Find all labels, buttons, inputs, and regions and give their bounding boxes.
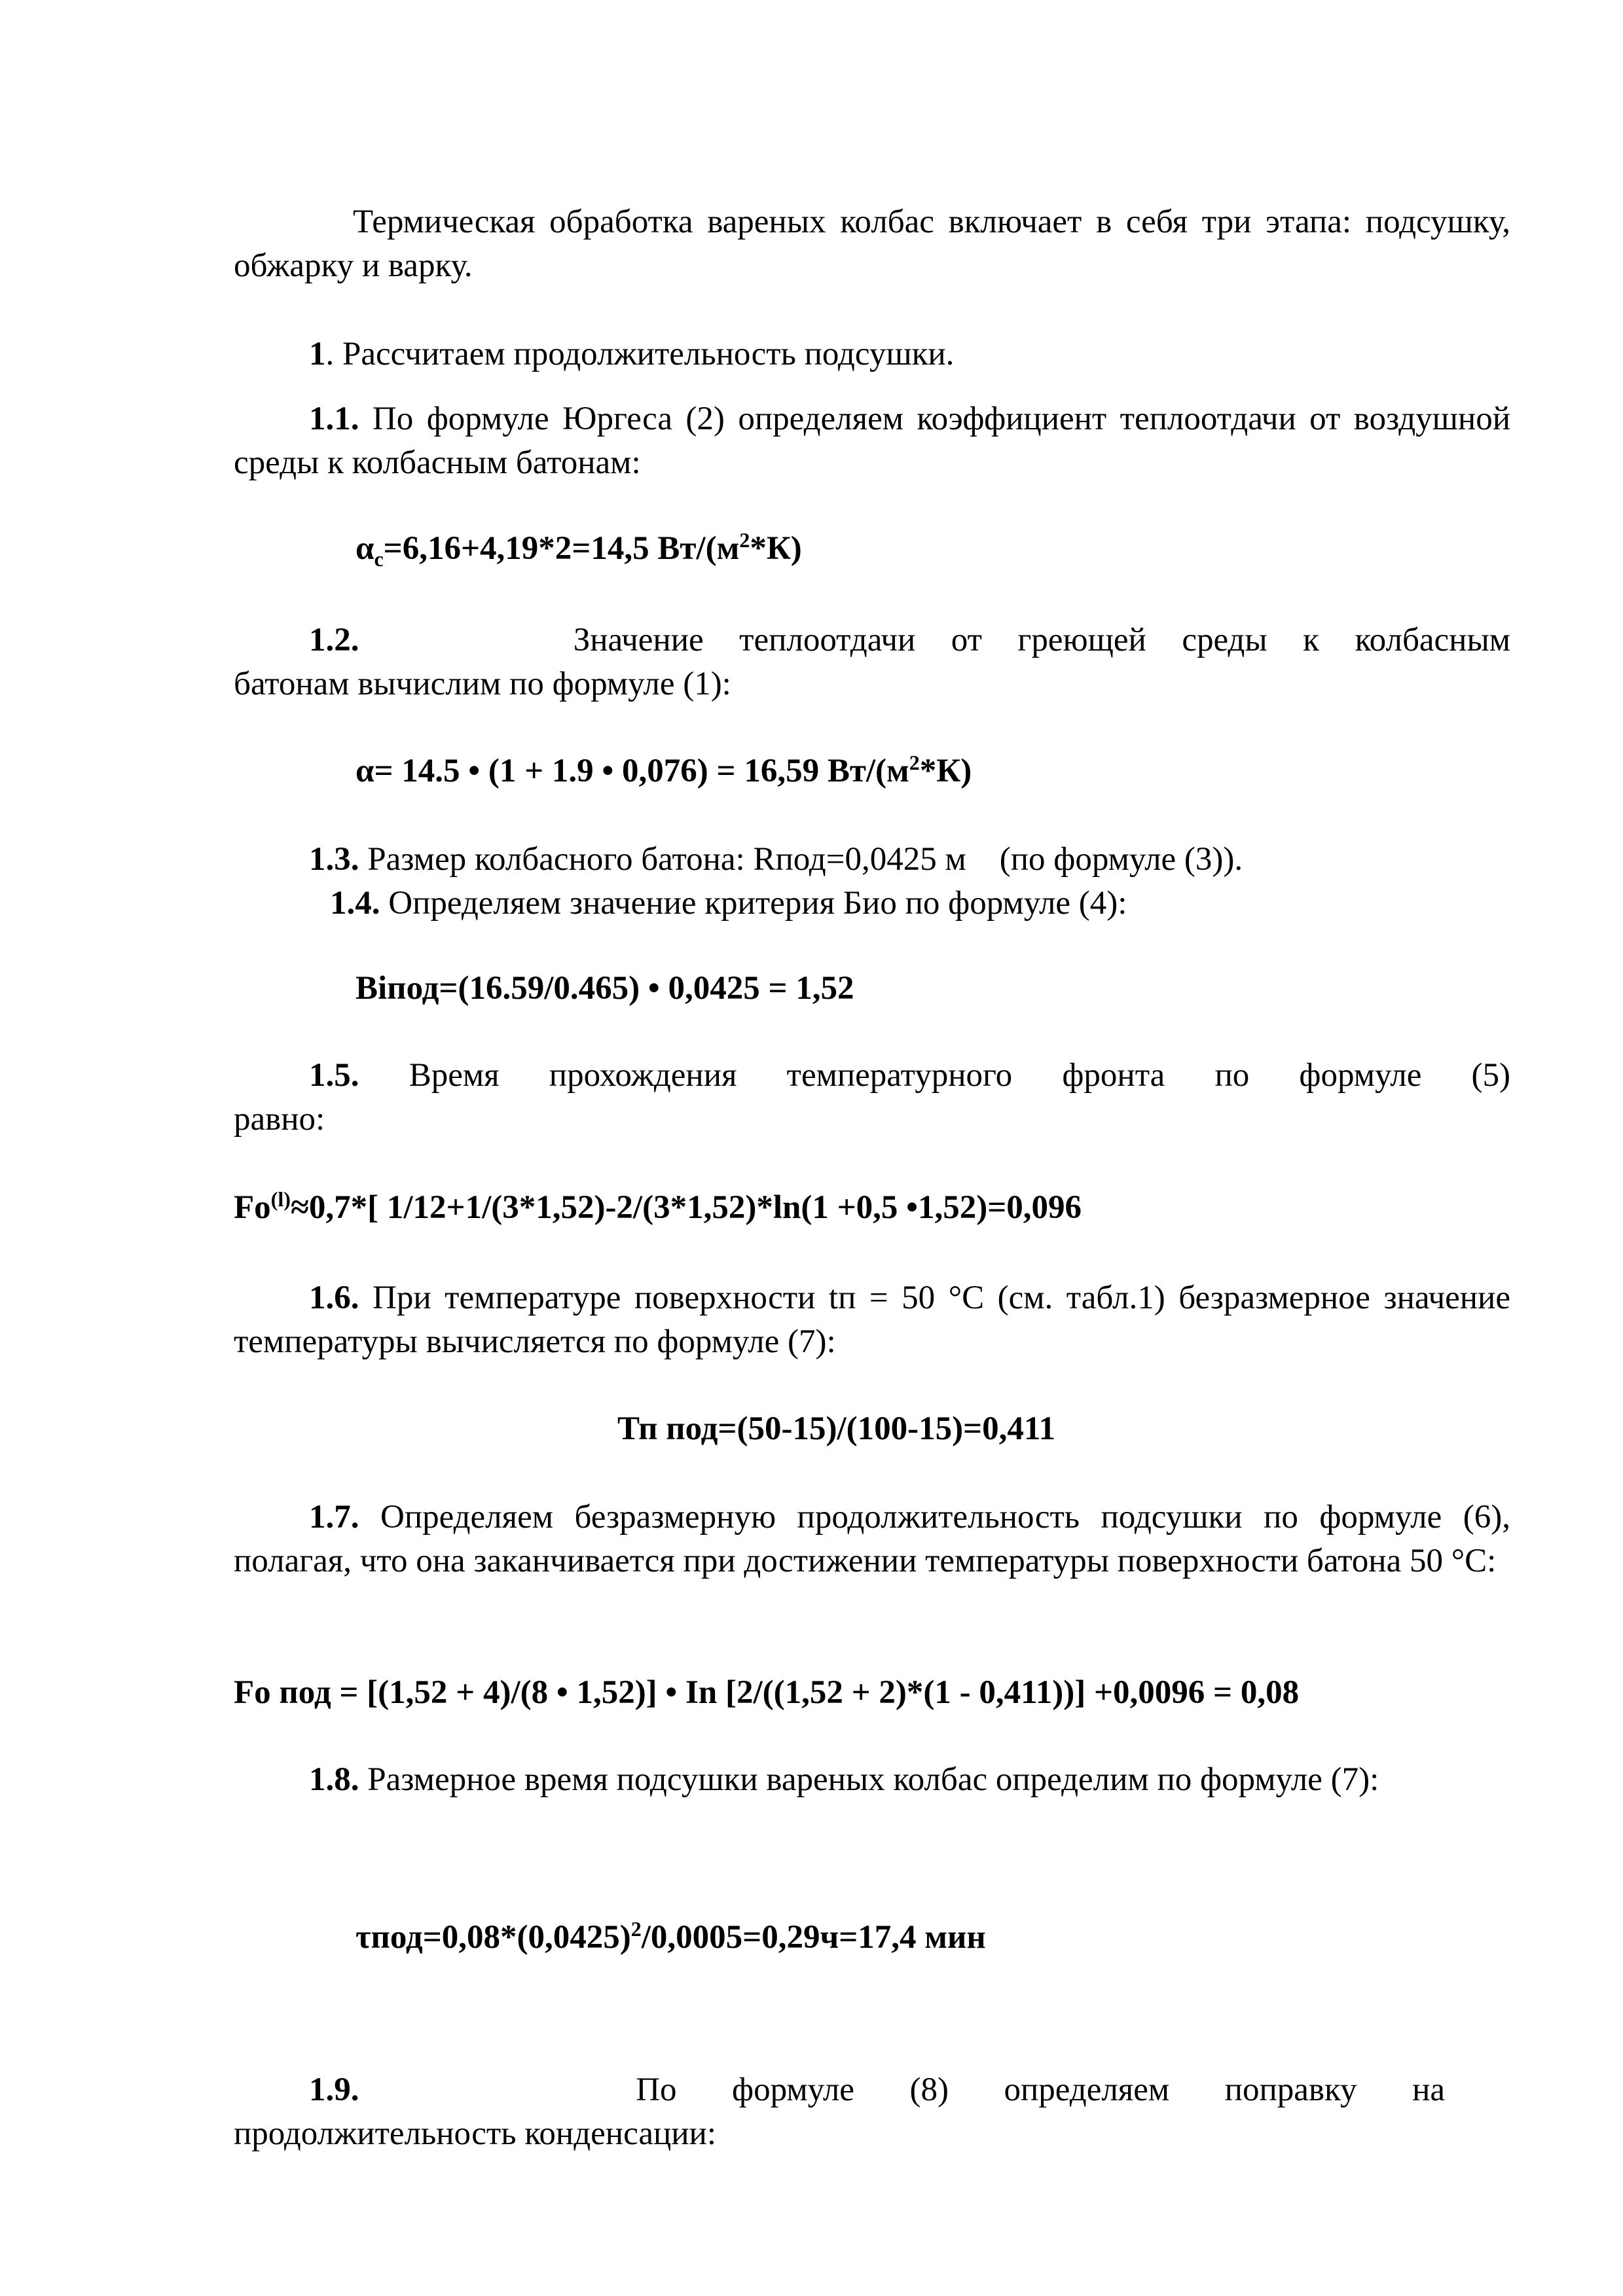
section-text: Определяем значение критерия Био по формуле (4): — [380, 885, 1127, 922]
formula-biot: Biпод=(16.59/0.465) • 0,0425 = 1,52 — [356, 970, 854, 1007]
formula-drying-time: $\tau под=0,08*(0,0425)^2/0,0005=0,29ч=17,4$ мин — [356, 1917, 986, 1956]
intro-paragraph — [234, 200, 1510, 288]
section-number: 1.5. — [309, 1057, 359, 1094]
section-1-2-line-1: 1.2. Значение теплоотдачи от греющей среды к колбасным — [309, 622, 1510, 658]
section-1-5-line-2: равно: — [234, 1101, 325, 1138]
formula-alpha-c: $\alpha_c=6,16+4,19*2=14,5$ $Вт/(м^2*К)$ — [356, 528, 802, 571]
section-number: 1.3. — [309, 841, 359, 878]
section-1-4-paragraph — [234, 882, 1510, 925]
section-1-1-paragraph — [234, 397, 1510, 485]
section-number: 1.1. — [309, 401, 359, 437]
formula-fourier-front: $Fo^{(l)}\approx 0,7*$[ 1/12+1/(3*1,52)-2/(3*1,52)*ln(1 +0,5 •1,52)=0,096 — [234, 1187, 1082, 1226]
section-1-6-paragraph — [234, 1276, 1510, 1364]
section-number: 1.2. — [309, 622, 359, 658]
section-1-9-line-1: 1.9. По формуле (8) определяем поправку на — [309, 2072, 1446, 2108]
section-text: . Рассчитаем продолжительность подсушки. — [325, 336, 955, 372]
section-1-7-paragraph — [234, 1496, 1510, 1583]
section-number: 1.8. — [309, 1761, 359, 1798]
formula-fourier-drying: Fo под = [(1,52 + 4)/(8 • 1,52)] • In [2/((1,52 + 2)*(1 - 0,411))] +0,0096 = 0,08 — [234, 1674, 1300, 1711]
section-text: По формуле Юргеса (2) определяем коэффициент теплоотдачи от воздушной среды к колбасным батонам: — [234, 401, 1510, 481]
section-1-2-line-2: батонам вычислим по формуле (1): — [234, 666, 731, 702]
formula-alpha: α= 14.5 • (1 + 1.9 • 0,076) = 16,59 $Вт/(м^2*К)$ — [356, 751, 972, 789]
section-1-9-line-2: продолжительность конденсации: — [234, 2115, 717, 2152]
section-text: Размерное время подсушки вареных колбас определим по формуле (7): — [359, 1761, 1379, 1798]
formula-temperature: Тп под=(50-15)/(100-15)=0,411 — [617, 1410, 1056, 1447]
section-1-heading — [234, 332, 1510, 376]
section-1-9-paragraph — [234, 2068, 1510, 2156]
section-1-5-line-1: 1.5. Время прохождения температурного фронта по формуле (5) — [309, 1057, 1510, 1094]
section-1-3-paragraph — [234, 838, 1510, 882]
section-number: 1 — [309, 336, 326, 372]
section-1-2-paragraph — [234, 619, 1510, 706]
section-number: 1.4. — [330, 885, 380, 922]
section-text: Размер колбасного батона: Rпод=0,0425 м (по формуле (3)). — [359, 841, 1243, 878]
section-text: Определяем безразмерную продолжительность подсушки по формуле (6), полагая, что она заканчивается при достижении температуры поверхности батона 50 °С: — [234, 1499, 1510, 1579]
section-number: 1.6. — [309, 1280, 359, 1316]
section-number: 1.9. — [309, 2072, 359, 2108]
intro-text: Термическая обработка вареных колбас включает в себя три этапа: подсушку, обжарку и варку. — [234, 204, 1510, 284]
section-1-5-paragraph — [234, 1054, 1510, 1141]
section-number: 1.7. — [309, 1499, 359, 1535]
section-1-8-paragraph — [234, 1758, 1510, 1802]
section-text: При температуре поверхности tп = 50 °С (см. табл.1) безразмерное значение температуры вычисляется по формуле (7): — [234, 1280, 1510, 1360]
